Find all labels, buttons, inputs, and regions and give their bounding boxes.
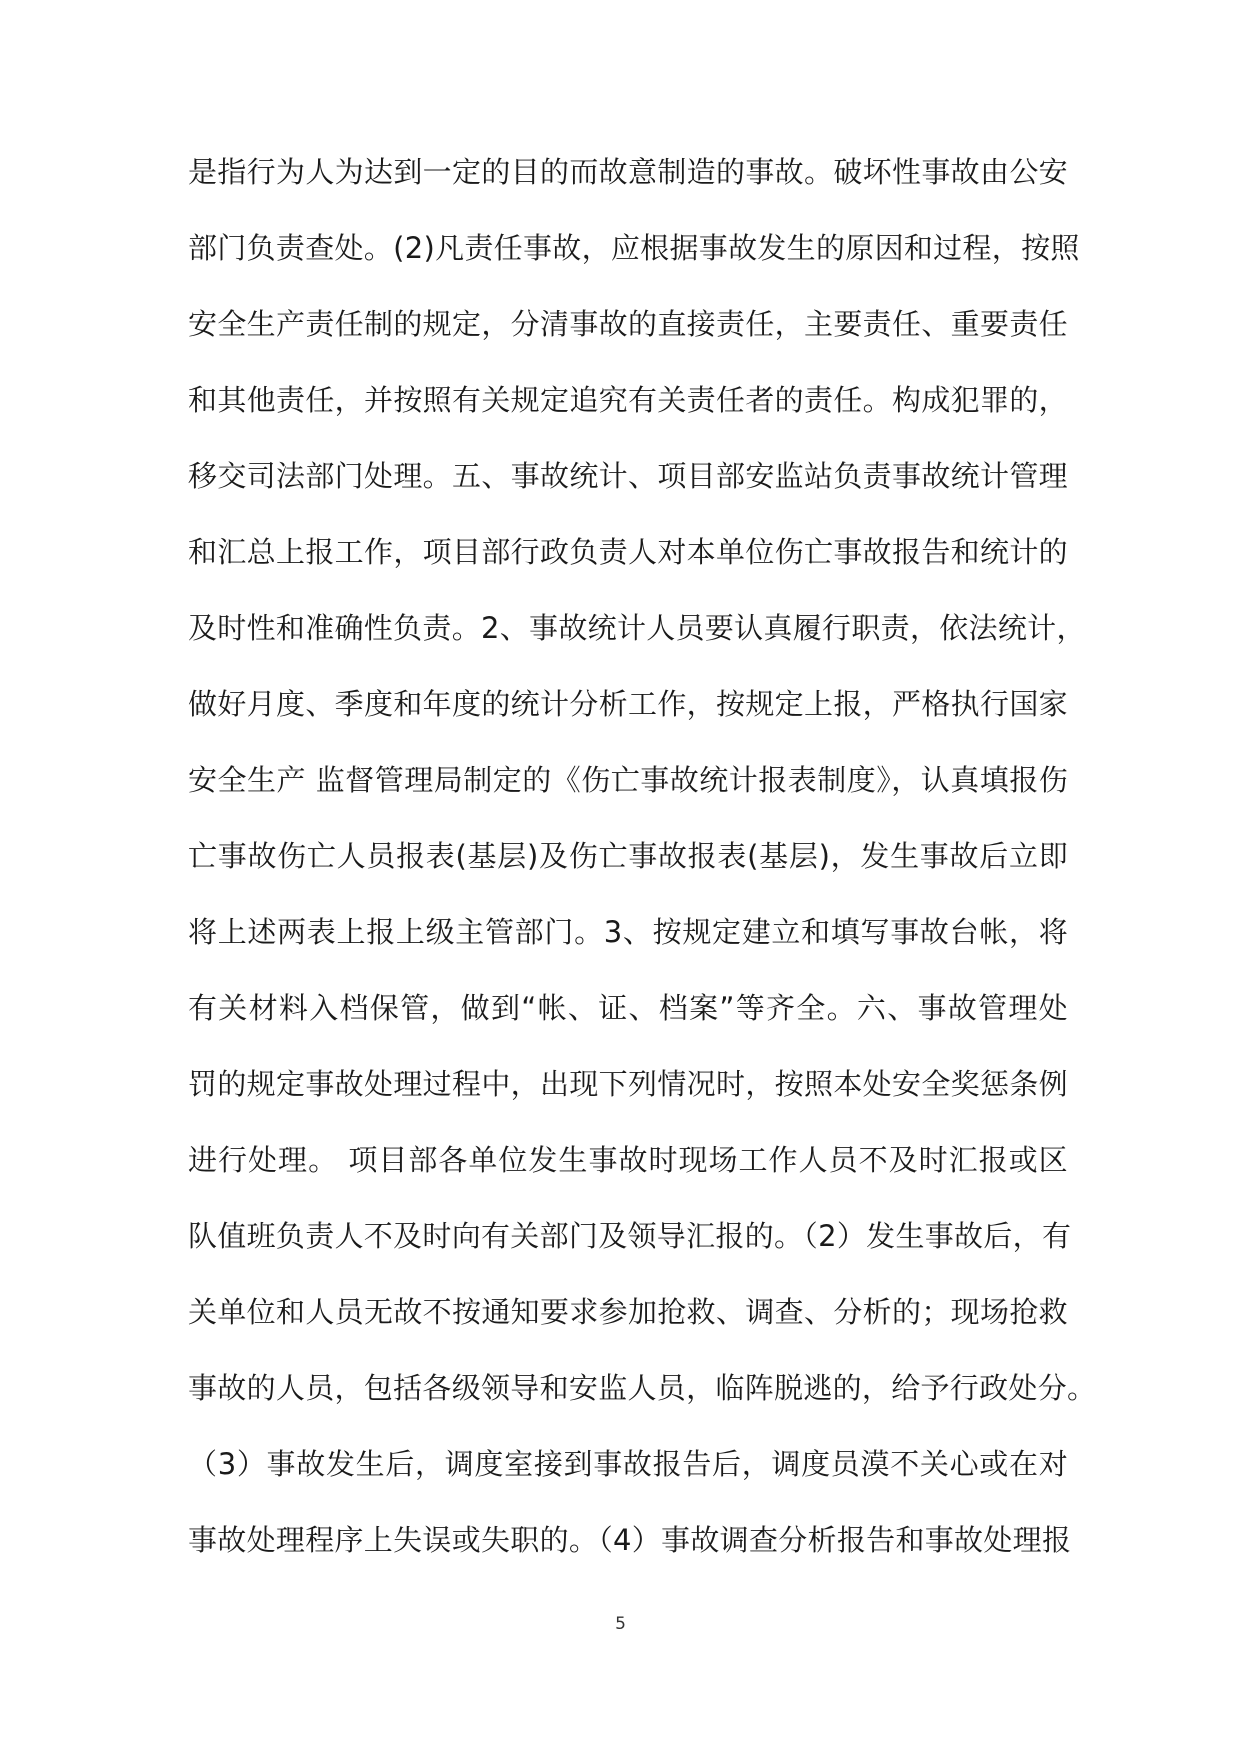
text-line: 队值班负责人不及时向有关部门及领导汇报的。（2）发生事故后，有 <box>188 1219 1072 1253</box>
text-line: 部门负责查处。(2)凡责任事故，应根据事故发生的原因和过程，按照 <box>188 231 1080 265</box>
text-line: 有关材料入档保管，做到“帐、证、档案”等齐全。六、事故管理处 <box>188 991 1068 1025</box>
text-line: 移交司法部门处理。五、事故统计、项目部安监站负责事故统计管理 <box>188 459 1068 493</box>
text-line: 是指行为人为达到一定的目的而故意制造的事故。破坏性事故由公安 <box>188 155 1068 189</box>
text-line: （3）事故发生后，调度室接到事故报告后，调度员漠不关心或在对 <box>188 1447 1068 1481</box>
body-text <box>188 142 1097 1586</box>
text-line: 关单位和人员无故不按通知要求参加抢救、调查、分析的；现场抢救 <box>188 1295 1068 1329</box>
text-line: 和汇总上报工作，项目部行政负责人对本单位伤亡事故报告和统计的 <box>188 535 1068 569</box>
text-line: 将上述两表上报上级主管部门。3、按规定建立和填写事故台帐，将 <box>188 915 1068 949</box>
text-line: 安全生产 监督管理局制定的《伤亡事故统计报表制度》，认真填报伤 <box>188 763 1068 797</box>
text-line: 事故处理程序上失误或失职的。（4）事故调查分析报告和事故处理报 <box>188 1523 1072 1557</box>
text-line: 安全生产责任制的规定，分清事故的直接责任，主要责任、重要责任 <box>188 307 1068 341</box>
page-number: 5 <box>615 1614 626 1634</box>
text-line: 事故的人员，包括各级领导和安监人员，临阵脱逃的，给予行政处分。 <box>188 1371 1097 1405</box>
text-line: 和其他责任，并按照有关规定追究有关责任者的责任。构成犯罪的， <box>188 383 1068 417</box>
text-line: 进行处理。 项目部各单位发生事故时现场工作人员不及时汇报或区 <box>188 1143 1068 1177</box>
text-line: 亡事故伤亡人员报表(基层)及伤亡事故报表(基层)，发生事故后立即 <box>188 839 1068 873</box>
text-line: 罚的规定事故处理过程中，出现下列情况时，按照本处安全奖惩条例 <box>188 1067 1068 1101</box>
text-line: 做好月度、季度和年度的统计分析工作，按规定上报，严格执行国家 <box>188 687 1068 721</box>
text-line: 及时性和准确性负责。2、事故统计人员要认真履行职责，依法统计， <box>188 611 1086 645</box>
